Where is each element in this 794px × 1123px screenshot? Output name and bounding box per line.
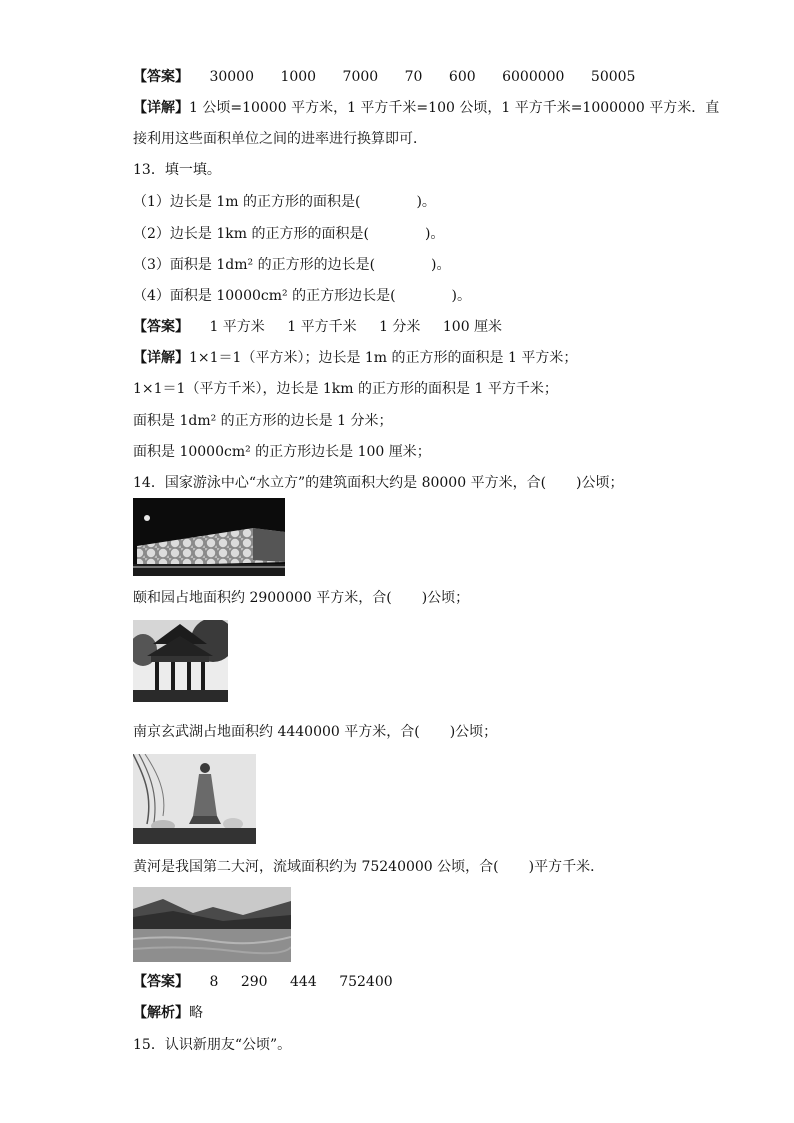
item-text: （4）面积是 10000cm² 的正方形边长是(	[133, 288, 396, 304]
detail-line-12b: 接利用这些面积单位之间的进率进行换算即可．	[133, 131, 427, 147]
answer-tag: 【答案】	[133, 974, 189, 990]
question-13-item-1	[133, 193, 436, 211]
question-13-item-4	[133, 287, 471, 305]
answer-value: 7000	[342, 69, 379, 85]
answer-value: 444	[290, 974, 317, 990]
summer-palace-photo	[133, 620, 228, 702]
xuanwu-lake-photo	[133, 754, 256, 844]
detail-line-13c: 面积是 1dm² 的正方形的边长是 1 分米；	[133, 413, 393, 429]
answer-value: 50005	[590, 69, 636, 85]
yellow-river-photo	[133, 887, 291, 962]
answer-value: 8	[209, 974, 219, 990]
answer-value: 1 平方千米	[287, 319, 357, 335]
question-13-title: 13．填一填。	[133, 162, 221, 178]
analysis-tag: 【解析】	[133, 1005, 189, 1021]
detail-text: 1 公顷=10000 平方米，1 平方千米=100 公顷，1 平方千米=1000000 平方米．直	[189, 100, 720, 116]
item-text: 黄河是我国第二大河，流域面积约为 75240000 公顷，合(	[133, 859, 499, 875]
answer-tag: 【答案】	[133, 319, 189, 335]
detail-line-13a	[133, 349, 577, 367]
item-text: （3）面积是 1dm² 的正方形的边长是(	[133, 257, 376, 273]
answer-value: 290	[240, 974, 268, 990]
item-text-end: )。	[431, 257, 451, 273]
answer-value: 1 平方米	[209, 319, 265, 335]
item-text: 颐和园占地面积约 2900000 平方米，合(	[133, 590, 392, 606]
question-14-line-1	[133, 474, 624, 492]
question-13-item-2	[133, 225, 444, 243]
answer-value: 600	[448, 69, 476, 85]
analysis-text: 略	[189, 1005, 203, 1021]
question-13-item-3	[133, 256, 451, 274]
detail-line-13b: 1×1＝1（平方千米），边长是 1km 的正方形的面积是 1 平方千米；	[133, 381, 558, 397]
item-text: 南京玄武湖占地面积约 4440000 平方米，合(	[133, 724, 420, 740]
item-text: （1）边长是 1m 的正方形的面积是(	[133, 194, 361, 210]
detail-line-13d: 面积是 10000cm² 的正方形边长是 100 厘米；	[133, 444, 431, 460]
answer-value: 752400	[339, 974, 393, 990]
detail-tag: 【详解】	[133, 350, 189, 366]
analysis-line-14	[133, 1004, 203, 1022]
answer-line-14	[133, 973, 411, 991]
answer-line-12	[133, 68, 657, 86]
water-cube-photo	[133, 498, 285, 576]
item-text-end: )。	[451, 288, 472, 304]
question-14-line-3	[133, 723, 497, 741]
answer-value: 30000	[209, 69, 254, 85]
item-text: 14．国家游泳中心“水立方”的建筑面积大约是 80000 平方米，合(	[133, 475, 547, 491]
detail-line-12a	[133, 99, 719, 117]
answer-value: 1000	[280, 69, 317, 85]
answer-value: 100 厘米	[442, 319, 503, 335]
item-text-end: )。	[424, 226, 445, 242]
answer-tag: 【答案】	[133, 69, 189, 85]
question-15-title: 15．认识新朋友“公顷”。	[133, 1037, 292, 1053]
question-14-line-2	[133, 589, 469, 607]
item-text-end: )。	[416, 194, 436, 210]
answer-value: 1 分米	[379, 319, 421, 335]
answer-value: 6000000	[502, 69, 565, 85]
item-text-end: )平方千米．	[528, 859, 605, 875]
item-text: （2）边长是 1km 的正方形的面积是(	[133, 226, 369, 242]
answer-value: 70	[404, 69, 423, 85]
question-14-line-4	[133, 858, 604, 876]
item-text-end: )公顷；	[449, 724, 498, 740]
detail-text: 1×1＝1（平方米）；边长是 1m 的正方形的面积是 1 平方米；	[189, 350, 578, 366]
answer-line-13	[133, 318, 520, 336]
item-text-end: )公顷；	[576, 475, 624, 491]
detail-tag: 【详解】	[133, 100, 189, 116]
item-text-end: )公顷；	[421, 590, 470, 606]
